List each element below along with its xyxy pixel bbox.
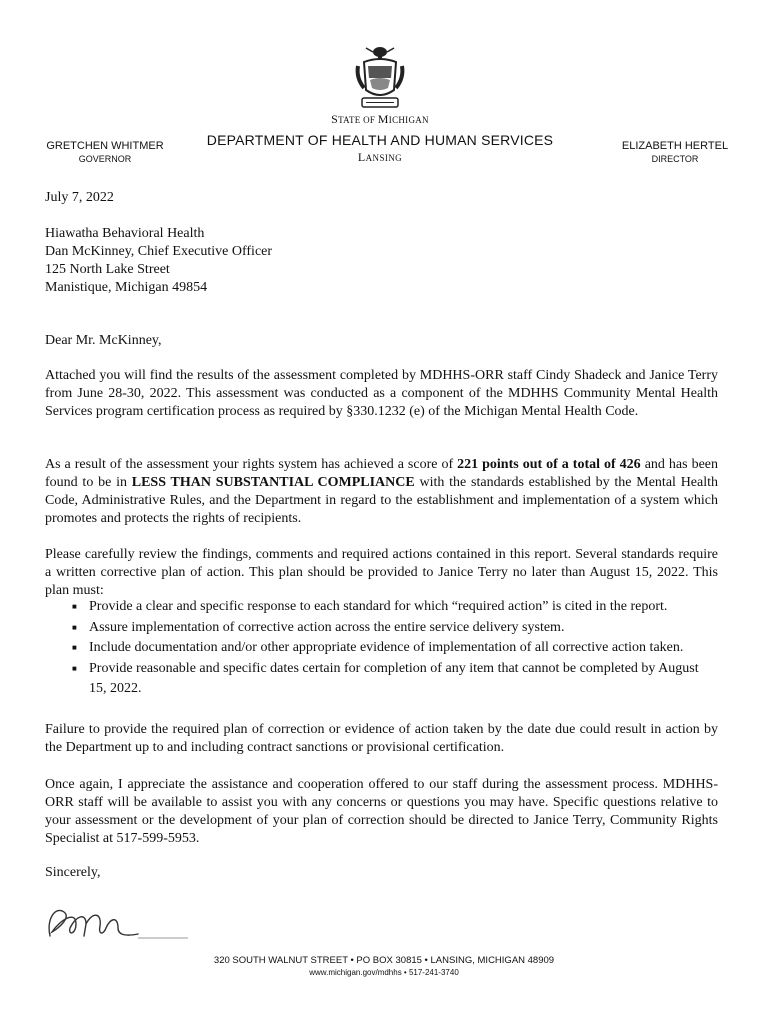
state-heading: STATE OF MICHIGAN <box>331 112 429 126</box>
list-item: ■ Include documentation and/or other appropriate evidence of implementation of all corrective action taken. <box>72 638 718 659</box>
bullet-icon: ■ <box>72 663 77 673</box>
recipient-line: 125 North Lake Street <box>45 261 170 277</box>
city-heading: LANSING <box>357 150 403 164</box>
governor-title: GOVERNOR <box>78 154 132 164</box>
governor-name: GRETCHEN WHITMER <box>46 140 164 152</box>
recipient-line: Manistique, Michigan 49854 <box>45 279 208 295</box>
list-item: ■ Provide a clear and specific response to each standard for which “required action” is cited in the report. <box>72 597 718 618</box>
bullet-icon: ■ <box>72 643 77 652</box>
score-value: 221 points out of a total of 426 <box>457 457 641 472</box>
paragraph-score: As a result of the assessment your rights system has achieved a score of 221 points out of a total of 426 and has been found to be in LESS THAN SUBSTANTIAL COMPLIANCE with the standards established by the Mental Health Code, Administrative Rules, and the Department in regard to the establishment and implementation of a system which promotes and protects the rights of recipients. <box>45 457 719 526</box>
paragraph-closing: Once again, I appreciate the assistance and cooperation offered to our staff during the assessment process. MDHHS-ORR staff will be available to assist you with any concerns or questions you may have. Specific questions relative to your assessment or the development of your plan of correction should be directed to Janice Terry, Community Rights Specialist at 517-599-5953. <box>45 777 718 846</box>
recipient-address <box>45 225 718 297</box>
department-heading: DEPARTMENT OF HEALTH AND HUMAN SERVICES <box>206 132 554 148</box>
director-name: ELIZABETH HERTEL <box>621 140 729 152</box>
michigan-state-seal-icon <box>352 44 408 114</box>
footer-contact: www.michigan.gov/mdhhs • 517-241-3740 <box>309 968 459 977</box>
closing: Sincerely, <box>45 865 101 880</box>
paragraph-assessment: Attached you will find the results of the assessment completed by MDHHS-ORR staff Cindy Shadeck and Janice Terry from June 28-30, 2022. This assessment was conducted as a component of the MDHHS Community Mental Health Services program certification process as required by §330.1232 (e) of the Michigan Mental Health Code. <box>45 368 718 419</box>
list-item: ■ Provide reasonable and specific dates certain for completion of any item that cannot be completed by August 15, 2022. <box>72 659 718 700</box>
recipient-line: Hiawatha Behavioral Health <box>45 226 205 241</box>
bullet-icon: ■ <box>72 622 77 632</box>
letter-date: July 7, 2022 <box>45 190 114 205</box>
paragraph-review: Please carefully review the findings, comments and required actions contained in this report. Several standards require a written corrective plan of action. This plan should be provided to Janice Terry no later than August 15, 2022. This plan must: <box>45 547 718 598</box>
salutation: Dear Mr. McKinney, <box>45 333 162 348</box>
director-title: DIRECTOR <box>651 154 699 164</box>
compliance-status: LESS THAN SUBSTANTIAL COMPLIANCE <box>131 474 415 490</box>
requirements-list <box>72 597 718 700</box>
list-item: ■ Assure implementation of corrective action across the entire service delivery system. <box>72 618 718 639</box>
paragraph-failure: Failure to provide the required plan of correction or evidence of action taken by the date due could result in action by the Department up to and including contract sanctions or provisional certification. <box>45 722 718 755</box>
footer-address: 320 SOUTH WALNUT STREET • PO BOX 30815 • LANSING, MICHIGAN 48909 <box>213 955 555 966</box>
recipient-line: Dan McKinney, Chief Executive Officer <box>45 243 273 259</box>
handwritten-signature-icon <box>42 898 192 948</box>
bullet-icon: ■ <box>72 602 77 611</box>
